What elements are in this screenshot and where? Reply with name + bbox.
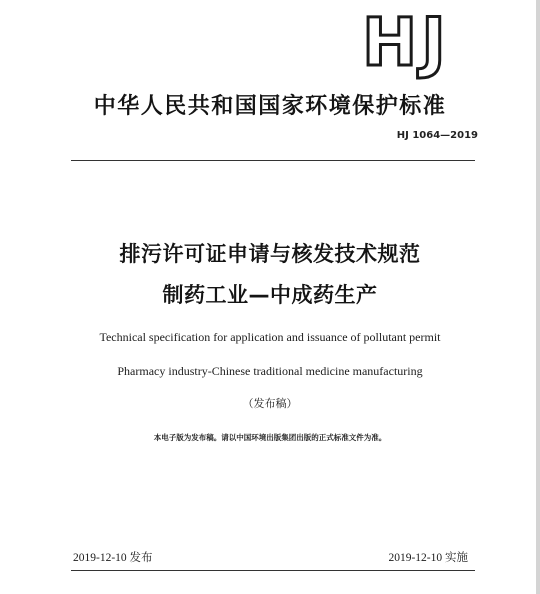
electronic-version-note: 本电子版为发布稿。请以中国环境出版集团出版的正式标准文件为准。: [153, 433, 387, 442]
implement-date: 2019-12-10 实施: [388, 552, 468, 564]
title-cn-line1: 排污许可证申请与核发技术规范: [119, 242, 421, 266]
title-en-line2: Pharmacy industry-Chinese traditional medicine manufacturing: [117, 364, 423, 378]
bottom-divider: [71, 570, 475, 571]
standard-number: HJ 1064—2019: [396, 130, 478, 141]
national-standard-title: 中华人民共和国国家环境保护标准: [93, 94, 447, 119]
title-cn-line2: 制药工业—中成药生产: [162, 283, 378, 307]
title-en-line1: Technical specification for application and issuance of pollutant permit: [99, 330, 441, 344]
publish-date: 2019-12-10 发布: [73, 552, 153, 564]
top-divider: [71, 160, 475, 161]
hj-logo: HJ: [362, 4, 450, 81]
page-edge-border: [536, 0, 540, 594]
draft-label: （发布稿）: [242, 397, 298, 410]
